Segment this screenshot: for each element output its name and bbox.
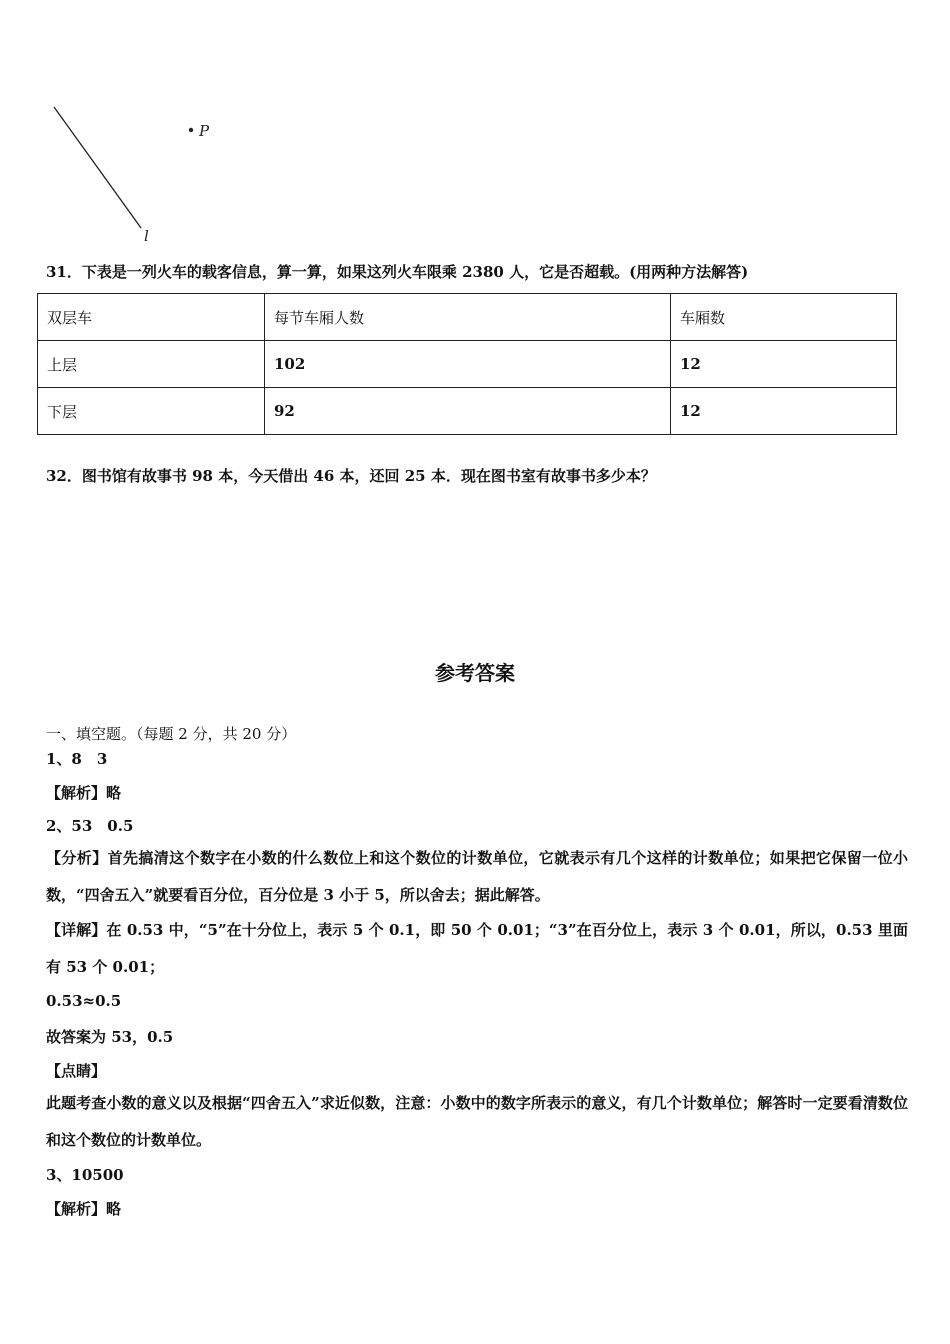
table-cell: 12 bbox=[671, 388, 897, 435]
answer-1-note: 【解析】略 bbox=[46, 784, 122, 802]
answer-2-final: 故答案为 53，0.5 bbox=[46, 1028, 174, 1046]
question-31-text: 31．下表是一列火车的载客信息，算一算，如果这列火车限乘 2380 人，它是否超载。(用两种方法解答) bbox=[46, 263, 749, 281]
answer-2-comment: 此题考查小数的意义以及根据“四舍五入”求近似数，注意：小数中的数字所表示的意义，有几个计数单位；解答时一定要看清数位和这个数位的计数单位。 bbox=[46, 1094, 908, 1149]
table-cell: 下层 bbox=[38, 388, 265, 435]
section-heading: 一、填空题。（每题 2 分，共 20 分） bbox=[46, 725, 297, 743]
answer-2-comment-label: 【点睛】 bbox=[46, 1062, 107, 1080]
answer-2-analysis: 【分析】首先搞清这个数字在小数的什么数位上和这个数位的计数单位，它就表示有几个这样的计数单位；如果把它保留一位小数，“四舍五入”就要看百分位，百分位是 3 小于 5，所以舍去；据此解答。 bbox=[46, 849, 908, 904]
table-row bbox=[38, 341, 897, 388]
train-capacity-table bbox=[37, 293, 897, 435]
answer-1: 1、8 3 bbox=[46, 750, 108, 768]
table-header-row bbox=[38, 294, 897, 341]
answer-2-approx: 0.53≈0.5 bbox=[46, 992, 122, 1010]
table-row bbox=[38, 388, 897, 435]
point-p-label: P bbox=[199, 122, 210, 140]
point-p-dot bbox=[189, 128, 193, 132]
answer-2: 2、53 0.5 bbox=[46, 817, 134, 835]
line-l-label: l bbox=[144, 227, 149, 245]
line-l bbox=[54, 107, 141, 228]
table-cell: 上层 bbox=[38, 341, 265, 388]
table-header-cell: 每节车厢人数 bbox=[265, 294, 671, 341]
table-cell: 102 bbox=[265, 341, 671, 388]
line-and-point-figure bbox=[40, 95, 240, 250]
answer-3-note: 【解析】略 bbox=[46, 1200, 122, 1218]
answers-title: 参考答案 bbox=[435, 661, 515, 685]
question-32-text: 32．图书馆有故事书 98 本，今天借出 46 本，还回 25 本．现在图书室有故事书多少本？ bbox=[46, 467, 656, 485]
table-cell: 92 bbox=[265, 388, 671, 435]
table-header-cell: 车厢数 bbox=[671, 294, 897, 341]
table-header-cell: 双层车 bbox=[38, 294, 265, 341]
answer-3: 3、10500 bbox=[46, 1166, 124, 1184]
answer-2-detail: 【详解】在 0.53 中，“5”在十分位上，表示 5 个 0.1，即 50 个 0.01；“3”在百分位上，表示 3 个 0.01，所以，0.53 里面有 53 个 0.01； bbox=[46, 921, 908, 976]
table-cell: 12 bbox=[671, 341, 897, 388]
